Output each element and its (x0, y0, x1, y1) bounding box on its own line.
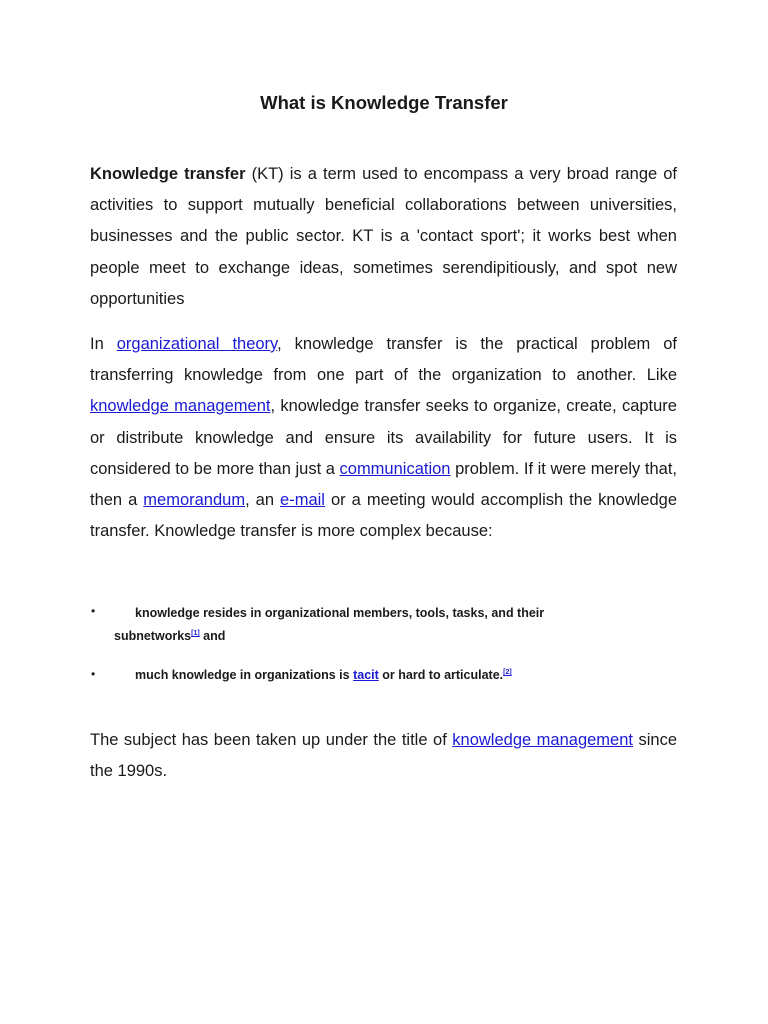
closing-paragraph (90, 725, 677, 787)
link-e-mail[interactable]: e-mail (280, 491, 325, 510)
link-memorandum[interactable]: memorandum (143, 491, 246, 510)
reference-2-link[interactable]: [2] (503, 668, 512, 676)
text-span: In (90, 335, 117, 353)
link-tacit[interactable]: tacit (353, 668, 379, 682)
link-organizational-theory[interactable]: organizational theory (116, 335, 278, 353)
text-span: The subject has been taken up under the title of (90, 731, 453, 749)
reference-1-link[interactable]: [1] (191, 629, 200, 637)
page-title: What is Knowledge Transfer (260, 92, 508, 113)
link-knowledge-management-2[interactable]: knowledge management (452, 731, 633, 749)
text-span: , knowledge transfer is the practical problem of transferring knowledge from one part of the organization to another. Like (90, 335, 677, 385)
link-communication[interactable]: communication (339, 459, 451, 478)
bullet-1-line-2 (114, 629, 225, 643)
kt-term: Knowledge transfer (90, 165, 246, 183)
text-span: since the 1990s. (90, 731, 677, 781)
text-span: much knowledge in organizations is (135, 668, 354, 682)
text-span: problem. If it were merely that, then a (90, 459, 678, 510)
text-span: or hard to articulate. (378, 668, 504, 682)
intro-paragraph (90, 159, 677, 315)
link-knowledge-management[interactable]: knowledge management (90, 397, 271, 416)
text-span: , knowledge transfer seeks to organize, create, capture or distribute knowledge and ensure its availability for future users. It is considered to be more than just a (90, 397, 677, 478)
text-span: subnetworks (114, 629, 192, 643)
bullet-dot: • (91, 604, 96, 618)
intro-text: (KT) is a term used to encompass a very broad range of activities to support mutually beneficial collaborations between universities, businesses and the public sector. KT is a 'contact sport'; it works best when people meet to exchange ideas, sometimes serendipitiously, and spot new opportunities (90, 165, 678, 308)
theory-paragraph (90, 329, 677, 547)
text-span: , an (245, 491, 281, 510)
bullet-1-line-1: knowledge resides in organizational members, tools, tasks, and their (135, 606, 545, 620)
text-span: and (199, 629, 226, 643)
bullet-dot: • (91, 667, 96, 681)
text-span: or a meeting would accomplish the knowledge transfer. Knowledge transfer is more complex because: (90, 491, 678, 541)
bullet-2 (135, 668, 512, 682)
